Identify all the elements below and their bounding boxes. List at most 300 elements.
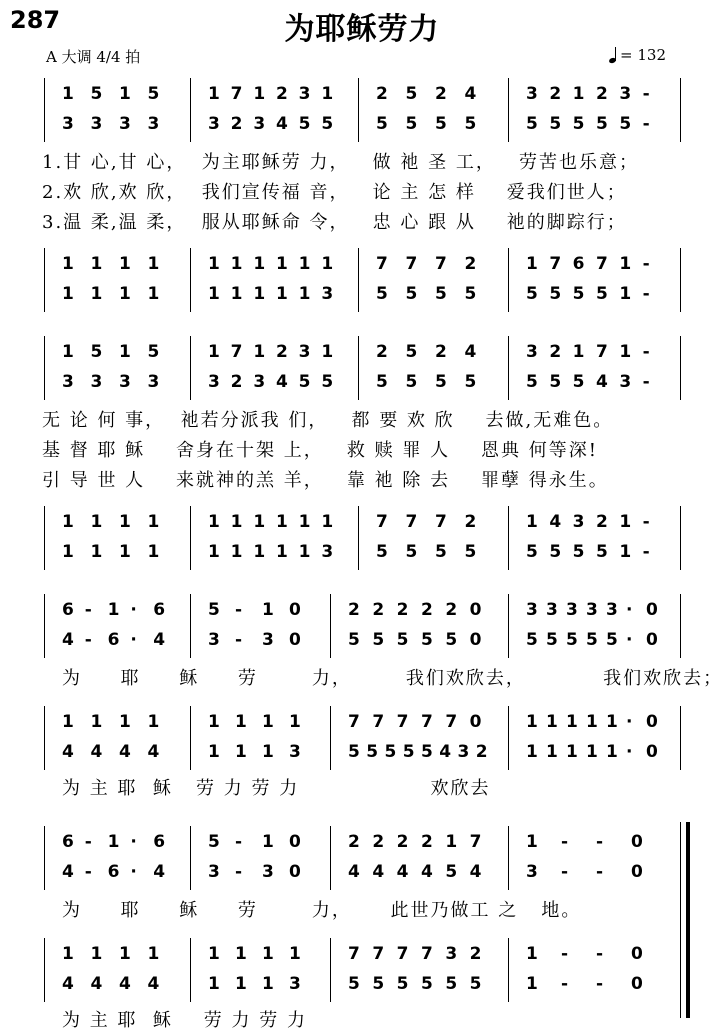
tenor-note: 2 xyxy=(464,512,477,532)
alto-note: 3 xyxy=(62,372,74,392)
bass-note: 5 xyxy=(526,542,538,562)
tenor-note: 2 xyxy=(596,512,608,532)
soprano-note: 1 xyxy=(62,84,74,104)
tenor-note: 1 xyxy=(235,944,247,964)
bass-lyric-line: 为 主 耶 稣 劳 力 劳 力 欢欣去 xyxy=(62,778,491,799)
soprano-note: · xyxy=(130,600,137,620)
alto-note: 3 xyxy=(526,862,538,882)
tenor-note: 1 xyxy=(526,944,538,964)
tenor-note: 1 xyxy=(208,944,220,964)
lyric-line: 为 耶 稣 劳 力， 此世乃做工 之 地。 xyxy=(62,900,582,921)
tenor-note: 2 xyxy=(464,254,477,274)
tenor-note: 1 xyxy=(619,254,632,274)
alto-note: - xyxy=(84,630,92,650)
soprano-note: 2 xyxy=(435,84,447,104)
tenor-note: 6 xyxy=(572,254,585,274)
bass-note: 1 xyxy=(298,542,311,562)
bass-note: 5 xyxy=(402,742,415,762)
alto-note: 5 xyxy=(526,630,538,650)
tenor-note: - xyxy=(596,944,604,964)
hymn-number: 287 xyxy=(10,6,61,34)
soprano-note: 7 xyxy=(230,84,243,104)
alto-note: 5 xyxy=(572,114,585,134)
alto-note: 4 xyxy=(276,114,288,134)
bar-line xyxy=(508,336,509,400)
alto-note: 5 xyxy=(566,630,578,650)
bass-note: 1 xyxy=(208,542,220,562)
tenor-note: 7 xyxy=(435,512,447,532)
alto-note: 4 xyxy=(396,862,409,882)
tenor-note: 1 xyxy=(147,254,160,274)
bass-note: 5 xyxy=(421,742,433,762)
tenor-note: 1 xyxy=(235,712,247,732)
alto-note: 2 xyxy=(230,114,243,134)
tenor-note: 1 xyxy=(119,254,131,274)
alto-note: 5 xyxy=(606,630,618,650)
soprano-note: 5 xyxy=(405,342,418,362)
tenor-note: - xyxy=(642,254,650,274)
bass-note: 3 xyxy=(321,542,334,562)
soprano-note: 4 xyxy=(464,84,477,104)
bass-note: 5 xyxy=(405,284,418,304)
tenor-note: 1 xyxy=(289,712,301,732)
alto-note: 3 xyxy=(253,114,266,134)
alto-note: 4 xyxy=(421,862,433,882)
bar-line xyxy=(44,506,45,570)
tempo-marking xyxy=(609,46,666,64)
soprano-note: 0 xyxy=(289,600,301,620)
alto-note: 5 xyxy=(405,114,418,134)
tenor-note: 1 xyxy=(276,512,288,532)
tenor-note: 1 xyxy=(619,512,632,532)
alto-note: 5 xyxy=(586,630,598,650)
soprano-note: 2 xyxy=(372,832,385,852)
bar-line xyxy=(358,78,359,142)
bar-line xyxy=(358,506,359,570)
tenor-note: 1 xyxy=(62,254,74,274)
tenor-note: 3 xyxy=(572,512,585,532)
tenor-note: 7 xyxy=(376,512,388,532)
soprano-note: 2 xyxy=(549,84,562,104)
bass-note: 4 xyxy=(62,742,74,762)
bass-note: 5 xyxy=(435,542,447,562)
tenor-note: 1 xyxy=(526,712,538,732)
lyric-line: 1.甘 心,甘 心， 为主耶稣劳 力， 做 祂 圣 工， 劳苦也乐意； xyxy=(42,152,639,173)
tenor-note: 7 xyxy=(596,254,608,274)
tenor-note: 7 xyxy=(372,944,385,964)
alto-note: 5 xyxy=(396,630,409,650)
bar-line xyxy=(508,706,509,770)
alto-note: 4 xyxy=(372,862,385,882)
alto-note: 5 xyxy=(435,372,447,392)
bass-note: 4 xyxy=(119,742,131,762)
tenor-note: 7 xyxy=(405,512,418,532)
lyric-line: 2.欢 欣,欢 欣， 我们宣传福 音， 论 主 怎 样 爱我们世人； xyxy=(42,182,627,203)
bass-note: 5 xyxy=(421,974,433,994)
soprano-note: 3 xyxy=(586,600,598,620)
tenor-note: 7 xyxy=(348,712,360,732)
soprano-note: 2 xyxy=(549,342,562,362)
soprano-note: 6 xyxy=(62,832,74,852)
bass-note: 5 xyxy=(469,974,482,994)
tenor-note: 0 xyxy=(646,712,658,732)
bass-note: 4 xyxy=(90,742,103,762)
tenor-note: 1 xyxy=(262,944,274,964)
soprano-note: · xyxy=(626,600,633,620)
tenor-note: 1 xyxy=(566,712,578,732)
bass-note: 1 xyxy=(147,542,160,562)
bass-note: 5 xyxy=(464,542,477,562)
tenor-note: 1 xyxy=(262,712,274,732)
soprano-note: 5 xyxy=(208,600,220,620)
soprano-note: · xyxy=(130,832,137,852)
bar-line xyxy=(680,336,681,400)
alto-note: 4 xyxy=(276,372,288,392)
alto-note: 3 xyxy=(147,372,160,392)
tenor-note: 1 xyxy=(289,944,301,964)
bass-note: 5 xyxy=(572,542,585,562)
soprano-note: 1 xyxy=(107,832,120,852)
tenor-note: - xyxy=(642,512,650,532)
tenor-note: 7 xyxy=(549,254,562,274)
bar-line xyxy=(680,78,681,142)
bass-note: 4 xyxy=(147,974,160,994)
alto-note: 5 xyxy=(298,114,311,134)
alto-note: 3 xyxy=(62,114,74,134)
alto-note: 4 xyxy=(153,630,166,650)
bass-note: 1 xyxy=(253,284,266,304)
alto-note: 3 xyxy=(119,114,131,134)
soprano-note: 1 xyxy=(445,832,458,852)
tenor-note: 1 xyxy=(119,512,131,532)
soprano-note: 1 xyxy=(208,342,220,362)
bass-note: 1 xyxy=(276,284,288,304)
bass-note: - xyxy=(642,284,650,304)
lyric-line: 引 导 世 人 来就神的羔 羊， 靠 祂 除 去 罪孽 得永生。 xyxy=(42,470,609,491)
alto-note: - xyxy=(84,862,92,882)
alto-note: · xyxy=(130,630,137,650)
bass-note: 1 xyxy=(208,284,220,304)
alto-note: 5 xyxy=(348,630,360,650)
bar-line xyxy=(44,78,45,142)
bass-note: 1 xyxy=(208,742,220,762)
bass-note: 1 xyxy=(546,742,558,762)
alto-note: 3 xyxy=(262,862,274,882)
soprano-note: 1 xyxy=(253,342,266,362)
alto-note: 5 xyxy=(372,630,385,650)
bar-line xyxy=(190,706,191,770)
bass-note: 5 xyxy=(445,974,458,994)
tenor-note: 1 xyxy=(90,512,103,532)
bar-line xyxy=(330,938,331,1002)
bass-note: 5 xyxy=(549,284,562,304)
alto-note: 2 xyxy=(230,372,243,392)
bass-lyric-line: 为 主 耶 稣 劳 力 劳 力 xyxy=(62,1010,307,1031)
tenor-note: 1 xyxy=(119,712,131,732)
alto-note: 3 xyxy=(253,372,266,392)
bar-line xyxy=(508,248,509,312)
soprano-note: 5 xyxy=(208,832,220,852)
soprano-note: 5 xyxy=(405,84,418,104)
bass-note: 5 xyxy=(366,742,379,762)
bar-line xyxy=(44,336,45,400)
bar-line xyxy=(358,336,359,400)
alto-note: 0 xyxy=(289,862,301,882)
alto-note: 4 xyxy=(469,862,482,882)
tenor-note: 1 xyxy=(208,712,220,732)
bass-note: - xyxy=(561,974,569,994)
tenor-note: 1 xyxy=(62,512,74,532)
bass-note: 1 xyxy=(147,284,160,304)
soprano-note: - xyxy=(84,832,92,852)
bass-note: 5 xyxy=(526,284,538,304)
soprano-note: 1 xyxy=(253,84,266,104)
bass-note: 5 xyxy=(405,542,418,562)
tenor-note: 4 xyxy=(549,512,562,532)
final-bar-thick xyxy=(686,822,690,1018)
bass-note: 5 xyxy=(376,542,388,562)
soprano-note: 3 xyxy=(526,342,538,362)
alto-note: - xyxy=(235,630,243,650)
alto-note: - xyxy=(642,372,650,392)
bass-note: 5 xyxy=(396,974,409,994)
bass-note: 1 xyxy=(119,542,131,562)
final-bar-thin xyxy=(680,822,681,1018)
soprano-note: 7 xyxy=(469,832,482,852)
bass-note: 3 xyxy=(321,284,334,304)
bass-note: 1 xyxy=(526,974,538,994)
bass-note: 4 xyxy=(62,974,74,994)
tenor-note: 1 xyxy=(526,512,538,532)
alto-note: 3 xyxy=(147,114,160,134)
bass-note: 4 xyxy=(147,742,160,762)
tenor-note: · xyxy=(626,712,633,732)
lyric-line: 为 耶 稣 劳 力， 我们欢欣去， 我们欢欣去； xyxy=(62,668,724,689)
key-meter-label: A 大调 4/4 拍 xyxy=(46,48,141,66)
soprano-note: 1 xyxy=(572,84,585,104)
bass-note: 5 xyxy=(376,284,388,304)
bar-line xyxy=(680,706,681,770)
tenor-note: 2 xyxy=(469,944,482,964)
tempo-value: = 132 xyxy=(620,46,666,64)
bar-line xyxy=(190,78,191,142)
bass-note: 1 xyxy=(262,974,274,994)
alto-note: 5 xyxy=(526,114,538,134)
tenor-note: 1 xyxy=(298,254,311,274)
bass-note: 5 xyxy=(348,742,360,762)
soprano-note: 2 xyxy=(376,84,388,104)
bar-line xyxy=(190,336,191,400)
bar-line xyxy=(330,706,331,770)
tenor-note: 1 xyxy=(62,944,74,964)
bass-note: 1 xyxy=(235,974,247,994)
bar-line xyxy=(680,248,681,312)
tenor-note: 1 xyxy=(208,254,220,274)
soprano-note: 2 xyxy=(276,342,288,362)
soprano-note: 2 xyxy=(596,84,608,104)
alto-note: 5 xyxy=(596,114,608,134)
alto-note: 3 xyxy=(208,630,220,650)
bass-note: 5 xyxy=(348,974,360,994)
tenor-note: 0 xyxy=(631,944,643,964)
bass-note: 1 xyxy=(526,742,538,762)
soprano-note: 2 xyxy=(396,600,409,620)
bar-line xyxy=(358,248,359,312)
tenor-note: 1 xyxy=(230,254,243,274)
soprano-note: 1 xyxy=(619,342,632,362)
alto-note: · xyxy=(130,862,137,882)
soprano-note: 1 xyxy=(262,600,274,620)
tenor-note: 7 xyxy=(396,712,409,732)
soprano-note: 2 xyxy=(445,600,458,620)
soprano-note: 6 xyxy=(153,832,166,852)
bar-line xyxy=(44,826,45,890)
bass-note: 1 xyxy=(586,742,598,762)
soprano-note: 5 xyxy=(90,84,103,104)
alto-note: 4 xyxy=(596,372,608,392)
bar-line xyxy=(508,594,509,658)
tenor-note: 7 xyxy=(421,712,433,732)
soprano-note: 5 xyxy=(147,84,160,104)
tenor-note: - xyxy=(561,944,569,964)
bass-note: 0 xyxy=(646,742,658,762)
soprano-note: 1 xyxy=(321,84,334,104)
tenor-note: 1 xyxy=(119,944,131,964)
bass-note: 1 xyxy=(230,284,243,304)
bass-note: 3 xyxy=(289,974,301,994)
bass-note: 5 xyxy=(596,284,608,304)
bass-note: - xyxy=(642,542,650,562)
bass-note: 5 xyxy=(384,742,397,762)
bass-note: - xyxy=(596,974,604,994)
soprano-note: - xyxy=(642,342,650,362)
tenor-note: 7 xyxy=(445,712,458,732)
bass-note: 1 xyxy=(566,742,578,762)
soprano-note: 6 xyxy=(153,600,166,620)
soprano-note: 1 xyxy=(62,342,74,362)
tenor-note: 1 xyxy=(230,512,243,532)
bass-note: 1 xyxy=(298,284,311,304)
tenor-note: 7 xyxy=(435,254,447,274)
tenor-note: 1 xyxy=(90,712,103,732)
soprano-note: 2 xyxy=(435,342,447,362)
tenor-note: 1 xyxy=(253,254,266,274)
soprano-note: 3 xyxy=(546,600,558,620)
soprano-note: 3 xyxy=(298,342,311,362)
alto-note: 5 xyxy=(445,630,458,650)
soprano-note: - xyxy=(596,832,604,852)
bar-line xyxy=(330,594,331,658)
soprano-note: 3 xyxy=(619,84,632,104)
soprano-note: 2 xyxy=(372,600,385,620)
soprano-note: 1 xyxy=(107,600,120,620)
lyric-line: 3.温 柔,温 柔， 服从耶稣命 令， 忠 心 跟 从 祂的脚踪行； xyxy=(42,212,627,233)
bar-line xyxy=(508,78,509,142)
bass-note: 1 xyxy=(276,542,288,562)
tenor-note: 7 xyxy=(421,944,433,964)
bass-note: 1 xyxy=(208,974,220,994)
tenor-note: 1 xyxy=(321,512,334,532)
tenor-note: 1 xyxy=(147,712,160,732)
bar-line xyxy=(508,938,509,1002)
alto-note: 3 xyxy=(208,862,220,882)
tenor-note: 1 xyxy=(298,512,311,532)
bass-note: 1 xyxy=(619,542,632,562)
bar-line xyxy=(190,938,191,1002)
bass-note: 1 xyxy=(62,284,74,304)
tenor-note: 1 xyxy=(276,254,288,274)
bass-note: 1 xyxy=(606,742,618,762)
soprano-note: - xyxy=(642,84,650,104)
bass-note: 1 xyxy=(62,542,74,562)
alto-note: 3 xyxy=(119,372,131,392)
alto-note: 5 xyxy=(572,372,585,392)
alto-note: 3 xyxy=(262,630,274,650)
alto-note: 3 xyxy=(208,372,220,392)
soprano-note: 3 xyxy=(566,600,578,620)
bass-note: 4 xyxy=(439,742,452,762)
alto-note: 5 xyxy=(376,372,388,392)
hymn-header xyxy=(0,0,724,70)
alto-note: 6 xyxy=(107,630,120,650)
soprano-note: 2 xyxy=(421,600,433,620)
alto-note: 5 xyxy=(298,372,311,392)
soprano-note: - xyxy=(84,600,92,620)
bass-note: 5 xyxy=(596,542,608,562)
bar-line xyxy=(508,506,509,570)
alto-note: 5 xyxy=(549,114,562,134)
tenor-note: 1 xyxy=(147,512,160,532)
bar-line xyxy=(680,594,681,658)
alto-note: 4 xyxy=(348,862,360,882)
soprano-note: 5 xyxy=(147,342,160,362)
alto-note: 5 xyxy=(321,372,334,392)
soprano-note: 1 xyxy=(526,832,538,852)
soprano-note: - xyxy=(235,832,243,852)
alto-note: 3 xyxy=(619,372,632,392)
alto-note: 5 xyxy=(619,114,632,134)
bass-note: 5 xyxy=(435,284,447,304)
tenor-note: 1 xyxy=(90,944,103,964)
bar-line xyxy=(44,594,45,658)
alto-note: 5 xyxy=(435,114,447,134)
tenor-note: 3 xyxy=(445,944,458,964)
alto-note: 0 xyxy=(631,862,643,882)
bass-note: 2 xyxy=(475,742,488,762)
tenor-note: 7 xyxy=(348,944,360,964)
alto-note: 6 xyxy=(107,862,120,882)
tenor-note: 1 xyxy=(208,512,220,532)
soprano-note: 2 xyxy=(421,832,433,852)
soprano-note: 1 xyxy=(321,342,334,362)
soprano-note: 2 xyxy=(348,600,360,620)
bass-note: 3 xyxy=(289,742,301,762)
bar-line xyxy=(330,826,331,890)
tenor-note: 7 xyxy=(396,944,409,964)
alto-note: 3 xyxy=(90,372,103,392)
soprano-note: 1 xyxy=(119,84,131,104)
tenor-note: 1 xyxy=(526,254,538,274)
alto-note: 3 xyxy=(208,114,220,134)
bass-note: · xyxy=(626,742,633,762)
bar-line xyxy=(680,506,681,570)
tenor-note: 7 xyxy=(372,712,385,732)
soprano-note: 7 xyxy=(230,342,243,362)
bass-note: 1 xyxy=(235,742,247,762)
bass-note: 5 xyxy=(572,284,585,304)
bass-note: 1 xyxy=(253,542,266,562)
bass-note: 4 xyxy=(90,974,103,994)
